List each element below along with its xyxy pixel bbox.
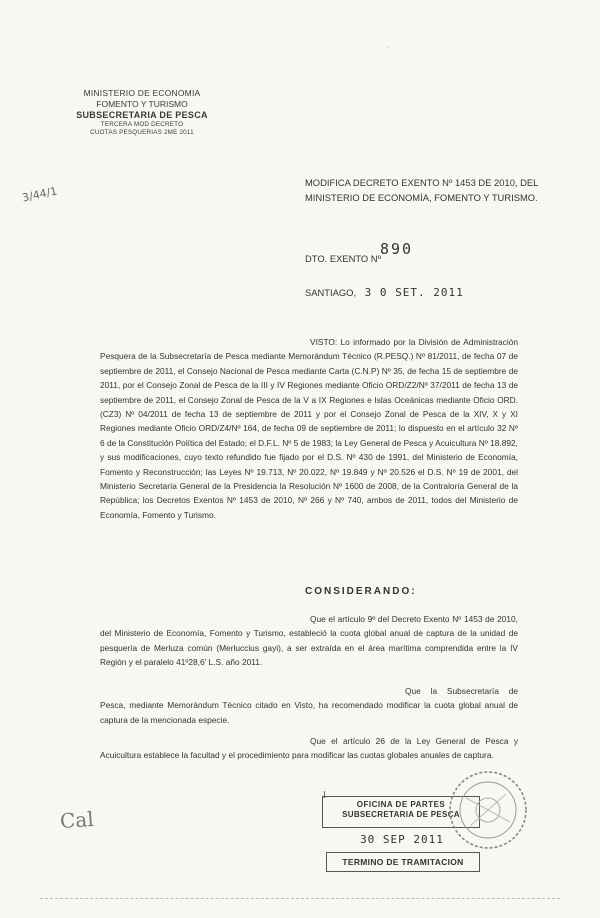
considerando-paragraph-1: Que el artículo 9º del Decreto Exento Nº 1453 de 2010, del Ministerio de Economía, Fomento y Turismo, estableció la cuota global anual de captura de la unidad de pesquería de Merluza común (Merluccius gayi), a ser extraída en el área marítima comprendida entre la IV Región y el paralelo 41º28,6' L.S. año 2011.	[100, 614, 518, 668]
handwritten-initials: Cal	[59, 806, 95, 834]
received-date-stamp: 30 SEP 2011	[360, 833, 444, 846]
considerando-paragraph-3: Que el artículo 26 de la Ley General de Pesca y Acuicultura establece la facultad y el procedimiento para modificar las cuotas globales anuales de captura.	[100, 736, 518, 761]
date-row	[305, 286, 464, 299]
stamp-line-2: SUBSECRETARIA DE PESCA	[342, 810, 460, 819]
margin-handwritten-note: 3/44/1	[21, 184, 59, 205]
subsecretaria-name: SUBSECRETARIA DE PESCA	[76, 110, 208, 120]
date-label: SANTIAGO,	[305, 287, 357, 298]
date-stamp: 3 0 SET. 2011	[364, 286, 464, 299]
header-mark: ·	[386, 44, 390, 51]
stamp-tick: I	[323, 790, 326, 800]
round-seal-icon	[446, 768, 530, 852]
ministry-ref-line1: TERCERA MOD DECRETO	[100, 121, 184, 128]
decree-label: DTO. EXENTO Nº	[305, 253, 382, 264]
stamp-line-1: OFICINA DE PARTES	[356, 800, 446, 809]
ministry-subname: FOMENTO Y TURISMO	[96, 99, 188, 109]
decree-title: MODIFICA DECRETO EXENTO Nº 1453 DE 2010, DEL MINISTERIO DE ECONOMÍA, FOMENTO Y TURISMO.	[305, 177, 539, 203]
ministry-name: MINISTERIO DE ECONOMIA	[83, 88, 201, 98]
decree-number: 890	[380, 240, 414, 258]
ministry-letterhead	[62, 88, 222, 136]
considerando-heading: CONSIDERANDO:	[305, 586, 417, 597]
considerando-paragraph-2: Que la Subsecretaría de Pesca, mediante Memorándum Técnico citado en Visto, ha recomendado modificar la cuota global anual de captura de la mencionada especie.	[100, 686, 518, 725]
ministry-ref-line2: CUOTAS PESQUERIAS 2ME 2011	[90, 129, 194, 136]
termino-tramitacion-stamp: TERMINO DE TRAMITACION	[326, 852, 480, 872]
bottom-scan-edge	[40, 898, 560, 901]
visto-paragraph: VISTO: Lo informado por la División de Administración Pesquera de la Subsecretaría de Pesca mediante Memorándum Técnico (R.PESQ.) Nº 81/2011, de fecha 07 de septiembre de 2011, el Consejo Nacional de Pesca mediante Carta (C.N.P) Nº 35, de fecha 15 de septiembre de 2011, por el Consejo Zonal de Pesca de la III y IV Regiones mediante Oficio ORD/Z2/Nº 37/2011 de fecha 13 de septiembre de 2011, el Consejo Zonal de Pesca de la V a IX Regiones e Islas Oceánicas mediante Oficio ORD. (CZ3) Nº 04/2011 de fecha 13 de septiembre de 2011 y por el Consejo Zonal de Pesca de la XIV, X y XI Regiones mediante Oficio ORD/Z4/Nº 164, de fecha 09 de septiembre de 2011; lo dispuesto en el artículo 32 Nº 6 de la Constitución Política del Estado; el D.F.L. Nº 5 de 1983; la Ley General de Pesca y Acuicultura Nº 18.892, y sus modificaciones, cuyo texto refundido fue fijado por el D.S. Nº 430 de 1991, del Ministerio de Economía, Fomento y Reconstrucción; las Leyes Nº 19.713, Nº 20.022, Nº 19.849 y Nº 20.526 el D.S. Nº 19 de 2001, del Ministerio Secretaría General de la Presidencia la Resolución Nº 1600 de 2008, de la Contraloría General de la República; los Decretos Exentos Nº 1453 de 2010, Nº 266 y Nº 740, ambos de 2011, todos del Ministerio de Economía, Fomento y Turismo.	[100, 337, 518, 520]
